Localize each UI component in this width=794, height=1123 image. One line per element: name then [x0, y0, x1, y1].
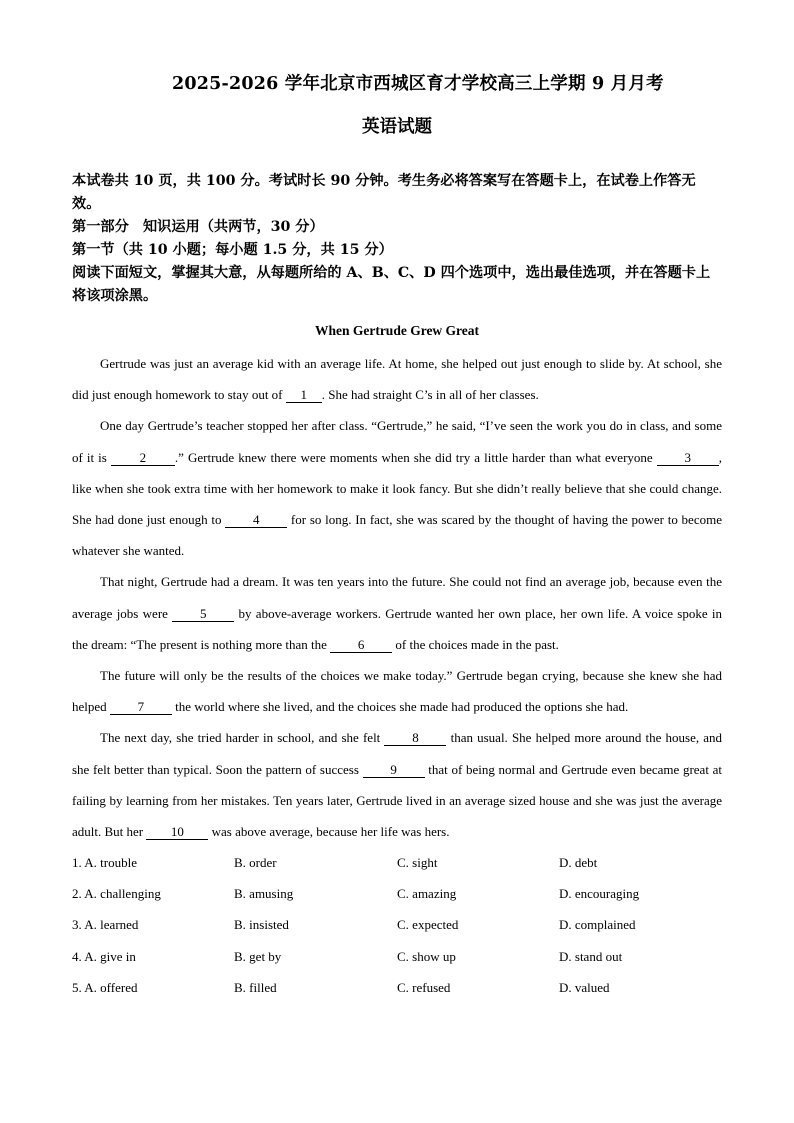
question-row [72, 850, 722, 881]
section-heading: 第一节（共 10 小题；每小题 1.5 分，共 15 分） [72, 242, 393, 258]
passage-text: by above-average workers. Gertrude wanted her own place, her own life. A voice spoke in the dream: “The present is nothing more than the [72, 605, 722, 652]
option-b: B. filled [234, 979, 277, 995]
option-d: D. valued [559, 979, 610, 995]
passage-paragraph [72, 660, 722, 722]
blank-6: 6 [330, 638, 392, 653]
blank-4: 4 [225, 513, 287, 528]
passage-paragraph [72, 348, 722, 410]
question-row [72, 944, 722, 975]
option-a: 1. A. trouble [72, 855, 137, 870]
passage-text: The future will only be the results of the choices we make today.” Gertrude began crying, because she knew she had helped [72, 668, 722, 715]
passage-paragraph [72, 410, 722, 566]
option-a: 3. A. learned [72, 917, 139, 933]
option-b: B. amusing [234, 886, 294, 902]
passage-text: Gertrude was just an average kid with an average life. At home, she helped out just enough to slide by. At school, she did just enough homework to stay out of [72, 356, 722, 403]
option-a: 4. A. give in [72, 948, 136, 964]
blank-10: 10 [146, 825, 208, 840]
exam-subtitle: 英语试题 [362, 117, 432, 137]
passage-text: . She had straight C’s in all of her classes. [321, 387, 539, 403]
passage-text: , like when she took extra time with her homework to make it look fancy. But she didn’t really believe that she could change. She had done just enough to [72, 449, 722, 528]
passage-text: One day Gertrude’s teacher stopped her after class. “Gertrude,” he said, “I’ve seen the work you do in class, and some of it is [72, 418, 722, 465]
passage-paragraph [72, 566, 722, 660]
passage-title: When Gertrude Grew Great [314, 323, 480, 338]
passage-text: of the choices made in the past. [392, 636, 559, 652]
blank-2: 2 [111, 451, 175, 466]
option-a: 5. A. offered [72, 979, 138, 995]
question-row [72, 881, 722, 912]
option-c: C. sight [397, 855, 438, 870]
answer-options [72, 850, 722, 1006]
option-c: C. show up [397, 948, 456, 964]
option-b: B. insisted [234, 917, 289, 933]
option-c: C. expected [397, 917, 459, 933]
passage-text: was above average, because her life was hers. [208, 824, 450, 840]
passage-text: That night, Gertrude had a dream. It was ten years into the future. She could not find an average job, because even the average jobs were [72, 574, 722, 621]
option-b: B. get by [234, 948, 282, 964]
option-b: B. order [234, 855, 277, 870]
section-directions: 阅读下面短文，掌握其大意，从每题所给的 A、B、C、D 四个选项中，选出最佳选项，并在答题卡上将该项涂黑。 [72, 265, 711, 304]
passage-text: for so long. In fact, she was scared by the thought of having the power to become whatever she wanted. [72, 512, 722, 559]
part-heading: 第一部分 知识运用（共两节，30 分） [72, 219, 324, 235]
blank-1: 1 [286, 388, 322, 403]
option-d: D. debt [559, 855, 598, 870]
blank-8: 8 [384, 731, 446, 746]
passage-text: .” Gertrude knew there were moments when she did try a little harder than what everyone [174, 449, 657, 465]
instruction-general: 本试卷共 10 页，共 100 分。考试时长 90 分钟。考生务必将答案写在答题卡上，在试卷上作答无效。 [72, 173, 696, 212]
passage-text: that of being normal and Gertrude even became great at failing by learning from her mistakes. Ten years later, Gertrude lived in an average sized house and she was just the average adult. But her [72, 761, 722, 840]
blank-9: 9 [363, 763, 425, 778]
passage-text: the world where she lived, and the choices she made had produced the options she had. [171, 699, 629, 715]
passage-text: than usual. She helped more around the house, and she felt better than typical. Soon the pattern of success [72, 730, 723, 777]
blank-7: 7 [110, 700, 172, 715]
passage-body [72, 348, 722, 847]
passage-paragraph [72, 722, 722, 847]
exam-title: 2025-2026 学年北京市西城区育才学校高三上学期 9 月月考 [172, 74, 664, 94]
option-c: C. refused [397, 979, 451, 995]
exam-instructions [72, 170, 724, 308]
option-a: 2. A. challenging [72, 886, 161, 902]
option-d: D. encouraging [559, 886, 640, 902]
option-c: C. amazing [397, 886, 457, 902]
question-row [72, 975, 722, 1006]
option-d: D. complained [559, 917, 636, 933]
option-d: D. stand out [559, 948, 623, 964]
blank-5: 5 [172, 607, 234, 622]
question-row [72, 912, 722, 943]
blank-3: 3 [657, 451, 719, 466]
passage-text: The next day, she tried harder in school, and she felt [100, 730, 385, 746]
